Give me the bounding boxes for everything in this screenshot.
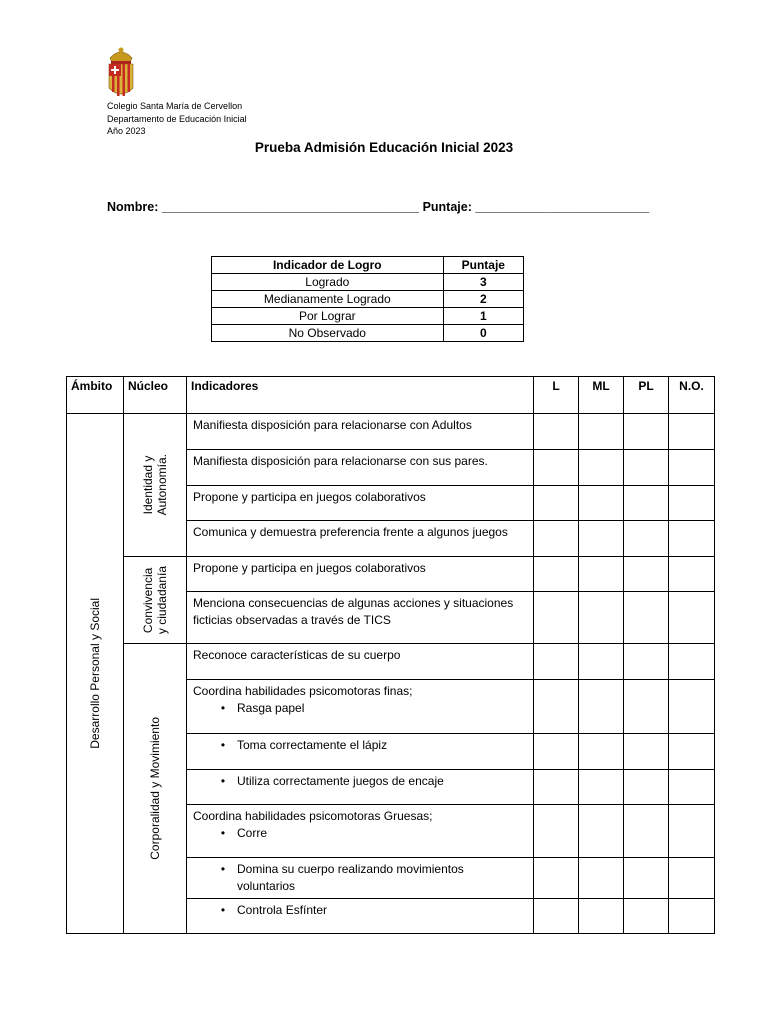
score-cell-no[interactable]	[669, 450, 715, 486]
score-cell-l[interactable]	[534, 899, 579, 934]
table-row	[67, 414, 715, 450]
evaluation-table	[66, 376, 715, 934]
indicator-cell	[187, 858, 534, 899]
institution-header	[107, 100, 247, 138]
indicator-cell: Propone y participa en juegos colaborativos	[187, 486, 534, 521]
indicator-cell: Manifiesta disposición para relacionarse con Adultos	[187, 414, 534, 450]
score-cell-pl[interactable]	[624, 805, 669, 858]
header-ambito: Ámbito	[67, 377, 124, 414]
score-field[interactable]: Puntaje: _________________________	[422, 200, 650, 214]
score-cell-l[interactable]	[534, 521, 579, 557]
indicator-cell: Manifiesta disposición para relacionarse con sus pares.	[187, 450, 534, 486]
score-cell-l[interactable]	[534, 644, 579, 680]
legend-row	[212, 325, 524, 342]
score-cell-l[interactable]	[534, 734, 579, 770]
name-field[interactable]: Nombre: _____________________________________	[107, 200, 420, 214]
legend-row	[212, 274, 524, 291]
score-cell-ml[interactable]	[579, 734, 624, 770]
score-cell-ml[interactable]	[579, 858, 624, 899]
ambito-cell	[67, 414, 124, 934]
score-cell-no[interactable]	[669, 557, 715, 592]
score-cell-no[interactable]	[669, 414, 715, 450]
score-cell-pl[interactable]	[624, 557, 669, 592]
nucleo-cell	[124, 644, 187, 934]
page-title: Prueba Admisión Educación Inicial 2023	[254, 140, 514, 155]
indicator-cell	[187, 770, 534, 805]
score-legend-table	[211, 256, 524, 342]
bullet-item: • Domina su cuerpo realizando movimientos	[220, 862, 464, 876]
nucleo-label: Convivencia y ciudadanía	[141, 565, 169, 635]
header-no: N.O.	[669, 377, 715, 414]
legend-row	[212, 291, 524, 308]
legend-label: Por Lograr	[212, 308, 444, 325]
header-pl: PL	[624, 377, 669, 414]
score-cell-no[interactable]	[669, 734, 715, 770]
legend-row	[212, 308, 524, 325]
score-cell-l[interactable]	[534, 592, 579, 644]
score-cell-pl[interactable]	[624, 486, 669, 521]
score-cell-l[interactable]	[534, 770, 579, 805]
score-cell-l[interactable]	[534, 805, 579, 858]
indicator-heading: Coordina habilidades psicomotoras Gruesas;	[193, 809, 433, 823]
score-cell-l[interactable]	[534, 414, 579, 450]
score-cell-ml[interactable]	[579, 644, 624, 680]
indicator-cell: Menciona consecuencias de algunas acciones y situaciones ficticias observadas a través de TICS	[187, 592, 534, 644]
table-row	[67, 557, 715, 592]
score-cell-ml[interactable]	[579, 414, 624, 450]
department-name: Departamento de Educación Inicial	[107, 113, 247, 124]
year-label: Año 2023	[107, 126, 146, 136]
score-cell-pl[interactable]	[624, 414, 669, 450]
bullet-item: • Rasga papel	[220, 701, 305, 715]
indicator-cell: Reconoce características de su cuerpo	[187, 644, 534, 680]
nucleo-cell	[124, 414, 187, 557]
bullet-item: • Utiliza correctamente juegos de encaje	[220, 774, 444, 788]
score-cell-ml[interactable]	[579, 899, 624, 934]
table-row	[67, 644, 715, 680]
nucleo-label: Corporalidad y Movimiento	[148, 717, 162, 860]
score-cell-pl[interactable]	[624, 450, 669, 486]
score-cell-l[interactable]	[534, 557, 579, 592]
school-crest-logo	[106, 44, 136, 100]
legend-points: 2	[443, 291, 523, 308]
score-cell-ml[interactable]	[579, 770, 624, 805]
score-cell-no[interactable]	[669, 805, 715, 858]
nucleo-label: Identidad y Autonomía.	[141, 454, 169, 516]
score-cell-l[interactable]	[534, 450, 579, 486]
bullet-item: • Toma correctamente el lápiz	[220, 738, 388, 752]
indicator-cell	[187, 734, 534, 770]
school-name: Colegio Santa María de Cervellon	[107, 101, 243, 111]
indicator-cell: Comunica y demuestra preferencia frente a algunos juegos	[187, 521, 534, 557]
score-cell-pl[interactable]	[624, 899, 669, 934]
score-cell-pl[interactable]	[624, 770, 669, 805]
score-cell-pl[interactable]	[624, 858, 669, 899]
score-cell-pl[interactable]	[624, 644, 669, 680]
legend-points: 0	[443, 325, 523, 342]
score-cell-pl[interactable]	[624, 521, 669, 557]
score-cell-ml[interactable]	[579, 450, 624, 486]
score-cell-no[interactable]	[669, 521, 715, 557]
score-cell-ml[interactable]	[579, 486, 624, 521]
score-cell-ml[interactable]	[579, 592, 624, 644]
bullet-item-continuation: voluntarios	[237, 879, 296, 893]
score-cell-ml[interactable]	[579, 521, 624, 557]
legend-label: Logrado	[212, 274, 444, 291]
bullet-item: • Corre	[220, 826, 268, 840]
score-cell-ml[interactable]	[579, 557, 624, 592]
score-cell-no[interactable]	[669, 858, 715, 899]
score-cell-pl[interactable]	[624, 592, 669, 644]
legend-points: 3	[443, 274, 523, 291]
score-cell-no[interactable]	[669, 680, 715, 734]
score-cell-no[interactable]	[669, 644, 715, 680]
header-l: L	[534, 377, 579, 414]
bullet-item: • Controla Esfínter	[220, 903, 328, 917]
header-nucleo: Núcleo	[124, 377, 187, 414]
legend-label: Medianamente Logrado	[212, 291, 444, 308]
score-cell-no[interactable]	[669, 770, 715, 805]
score-cell-no[interactable]	[669, 486, 715, 521]
score-cell-ml[interactable]	[579, 680, 624, 734]
score-cell-no[interactable]	[669, 899, 715, 934]
indicator-cell	[187, 805, 534, 858]
score-cell-no[interactable]	[669, 592, 715, 644]
student-fields	[107, 200, 649, 214]
indicator-cell	[187, 899, 534, 934]
ambito-label: Desarrollo Personal y Social	[88, 598, 102, 749]
score-cell-l[interactable]	[534, 486, 579, 521]
score-cell-l[interactable]	[534, 858, 579, 899]
score-cell-l[interactable]	[534, 680, 579, 734]
legend-header-indicator: Indicador de Logro	[212, 257, 444, 274]
header-ml: ML	[579, 377, 624, 414]
score-cell-pl[interactable]	[624, 734, 669, 770]
legend-points: 1	[443, 308, 523, 325]
header-indicadores: Indicadores	[187, 377, 534, 414]
indicator-cell	[187, 680, 534, 734]
indicator-cell: Propone y participa en juegos colaborativos	[187, 557, 534, 592]
indicator-heading: Coordina habilidades psicomotoras finas;	[193, 684, 413, 698]
legend-header-points: Puntaje	[443, 257, 523, 274]
nucleo-cell	[124, 557, 187, 644]
legend-label: No Observado	[212, 325, 444, 342]
score-cell-ml[interactable]	[579, 805, 624, 858]
score-cell-pl[interactable]	[624, 680, 669, 734]
